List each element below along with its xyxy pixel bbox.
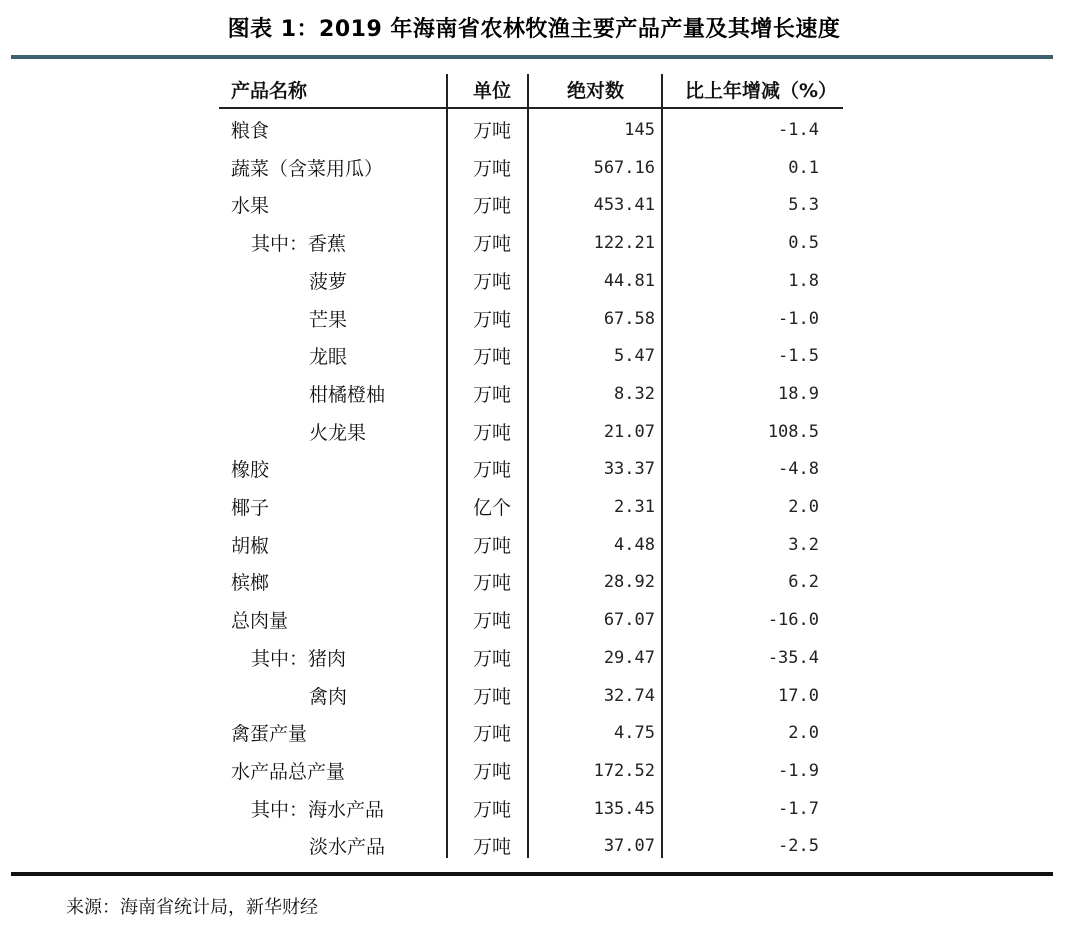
table-row bbox=[219, 485, 843, 522]
product-name: 椰子 bbox=[231, 497, 270, 519]
absolute-value: 29.47 bbox=[603, 647, 655, 668]
product-name: 菠萝 bbox=[309, 270, 348, 293]
product-name: 水产品总产量 bbox=[231, 760, 346, 783]
change-percent: 3.2 bbox=[788, 534, 819, 555]
absolute-value: 21.07 bbox=[603, 421, 655, 442]
absolute-value: 172.52 bbox=[593, 760, 655, 781]
table-row bbox=[219, 146, 843, 183]
absolute-value: 567.16 bbox=[593, 157, 655, 178]
product-name: 总肉量 bbox=[231, 610, 289, 633]
absolute-value: 4.75 bbox=[614, 723, 655, 744]
change-percent: -16.0 bbox=[767, 610, 819, 631]
absolute-value: 32.74 bbox=[603, 685, 655, 706]
bottom-divider bbox=[11, 872, 1053, 876]
unit: 万吨 bbox=[473, 233, 512, 256]
table-row bbox=[219, 824, 843, 861]
table-row bbox=[219, 297, 843, 334]
unit: 万吨 bbox=[473, 798, 512, 821]
product-name: 禽肉 bbox=[309, 685, 348, 708]
change-percent: 17.0 bbox=[778, 685, 819, 706]
absolute-value: 67.07 bbox=[603, 610, 655, 631]
table-row bbox=[219, 410, 843, 447]
change-percent: 0.5 bbox=[788, 233, 819, 254]
unit: 万吨 bbox=[473, 120, 512, 142]
change-percent: -4.8 bbox=[778, 459, 819, 480]
product-name: 芒果 bbox=[309, 308, 348, 331]
table-row bbox=[219, 523, 843, 560]
table-row bbox=[219, 711, 843, 748]
absolute-value: 122.21 bbox=[593, 233, 655, 254]
source-note: 来源：海南省统计局，新华财经 bbox=[66, 897, 318, 918]
unit: 万吨 bbox=[473, 572, 512, 595]
absolute-value: 4.48 bbox=[614, 534, 655, 555]
unit: 万吨 bbox=[473, 421, 512, 444]
absolute-value: 33.37 bbox=[603, 459, 655, 480]
header-absolute: 绝对数 bbox=[567, 80, 625, 102]
absolute-value: 67.58 bbox=[603, 308, 655, 329]
change-percent: 5.3 bbox=[788, 195, 819, 216]
product-name: 其中：海水产品 bbox=[251, 798, 385, 821]
absolute-value: 5.47 bbox=[614, 346, 655, 367]
unit: 亿个 bbox=[473, 497, 512, 519]
table-row bbox=[219, 674, 843, 711]
product-name: 其中：猪肉 bbox=[251, 647, 347, 670]
table-row bbox=[219, 221, 843, 258]
absolute-value: 145 bbox=[624, 120, 655, 140]
table-row bbox=[219, 108, 843, 145]
change-percent: 1.8 bbox=[788, 270, 819, 291]
table-row bbox=[219, 598, 843, 635]
unit: 万吨 bbox=[473, 647, 512, 670]
change-percent: 18.9 bbox=[778, 383, 819, 404]
absolute-value: 37.07 bbox=[603, 836, 655, 857]
unit: 万吨 bbox=[473, 534, 512, 557]
absolute-value: 44.81 bbox=[603, 270, 655, 291]
unit: 万吨 bbox=[473, 610, 512, 633]
change-percent: -1.9 bbox=[778, 760, 819, 781]
absolute-value: 135.45 bbox=[593, 798, 655, 819]
absolute-value: 2.31 bbox=[614, 497, 655, 517]
unit: 万吨 bbox=[473, 459, 512, 482]
product-name: 淡水产品 bbox=[309, 836, 386, 859]
change-percent: -1.0 bbox=[778, 308, 819, 329]
change-percent: -1.7 bbox=[778, 798, 819, 819]
table-row bbox=[219, 787, 843, 824]
unit: 万吨 bbox=[473, 195, 512, 218]
change-percent: 2.0 bbox=[788, 723, 819, 744]
unit: 万吨 bbox=[473, 760, 512, 783]
header-change: 比上年增减（%） bbox=[685, 80, 838, 102]
product-name: 火龙果 bbox=[309, 421, 367, 444]
product-name: 禽蛋产量 bbox=[231, 723, 308, 746]
change-percent: 2.0 bbox=[788, 497, 819, 517]
unit: 万吨 bbox=[473, 308, 512, 331]
product-name: 粮食 bbox=[231, 120, 270, 142]
change-percent: 0.1 bbox=[788, 157, 819, 178]
page-title: 图表 1：2019 年海南省农林牧渔主要产品产量及其增长速度 bbox=[227, 17, 841, 42]
table-row bbox=[219, 334, 843, 371]
unit: 万吨 bbox=[473, 346, 512, 369]
top-divider bbox=[11, 55, 1053, 59]
change-percent: -2.5 bbox=[778, 836, 819, 857]
table-row bbox=[219, 560, 843, 597]
unit: 万吨 bbox=[473, 270, 512, 293]
product-name: 槟榔 bbox=[231, 572, 270, 595]
unit: 万吨 bbox=[473, 685, 512, 708]
product-name: 水果 bbox=[231, 195, 270, 218]
table-row bbox=[219, 447, 843, 484]
change-percent: 6.2 bbox=[788, 572, 819, 593]
change-percent: 108.5 bbox=[767, 421, 819, 442]
absolute-value: 28.92 bbox=[603, 572, 655, 593]
unit: 万吨 bbox=[473, 836, 512, 859]
product-name: 胡椒 bbox=[231, 534, 270, 557]
table-row bbox=[219, 749, 843, 786]
unit: 万吨 bbox=[473, 723, 512, 746]
unit: 万吨 bbox=[473, 157, 512, 180]
change-percent: -1.4 bbox=[778, 120, 819, 140]
table-row bbox=[219, 259, 843, 296]
table-row bbox=[219, 183, 843, 220]
table-header bbox=[219, 70, 843, 106]
change-percent: -1.5 bbox=[778, 346, 819, 367]
table-row bbox=[219, 372, 843, 409]
header-unit: 单位 bbox=[473, 80, 512, 102]
table-row bbox=[219, 636, 843, 673]
absolute-value: 453.41 bbox=[593, 195, 655, 216]
product-name: 蔬菜（含菜用瓜） bbox=[231, 157, 384, 180]
change-percent: -35.4 bbox=[767, 647, 819, 668]
product-name: 柑橘橙柚 bbox=[309, 383, 386, 406]
product-name: 龙眼 bbox=[309, 346, 348, 369]
absolute-value: 8.32 bbox=[614, 383, 655, 404]
unit: 万吨 bbox=[473, 383, 512, 406]
product-name: 其中：香蕉 bbox=[251, 233, 347, 256]
product-name: 橡胶 bbox=[231, 459, 270, 482]
header-product-name: 产品名称 bbox=[231, 80, 308, 102]
